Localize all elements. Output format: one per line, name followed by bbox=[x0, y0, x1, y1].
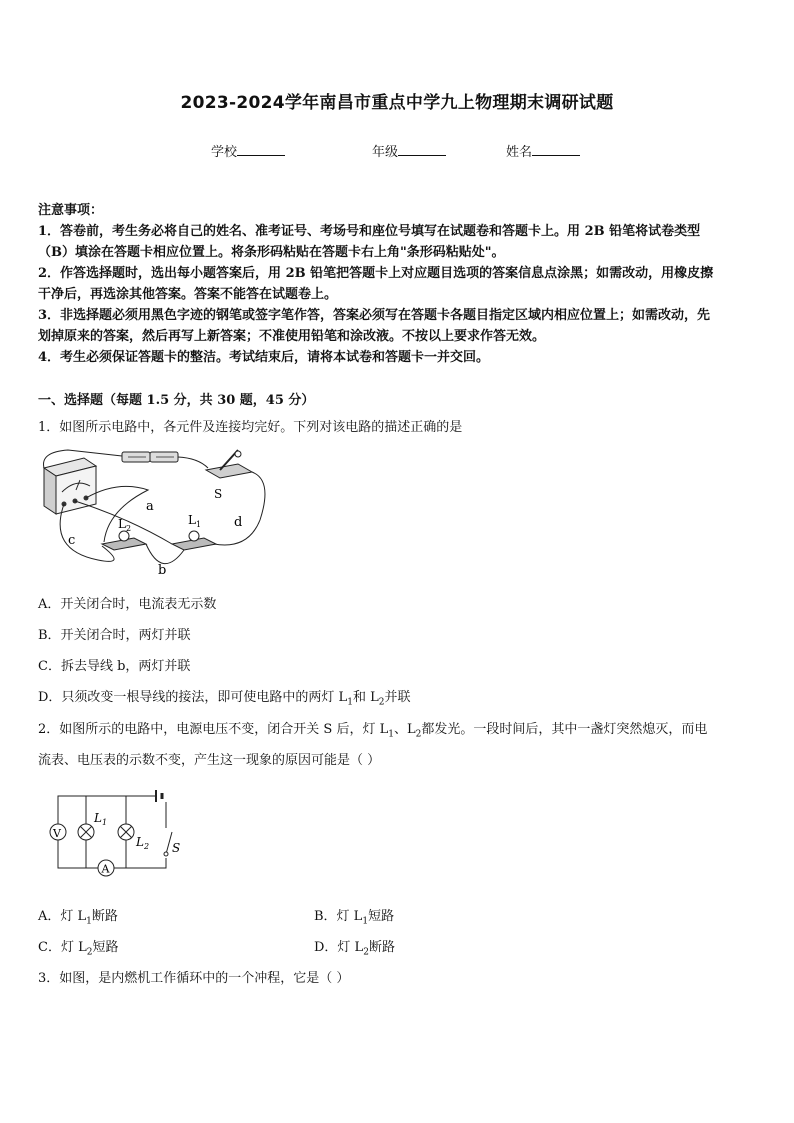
q2-stem-line1: 2．如图所示的电路中，电源电压不变，闭合开关 S 后，灯 $L_1$、$L_2$都发光。一段时间后，其中一盏灯突然熄灭，而电 bbox=[38, 722, 708, 740]
voltmeter-label: V bbox=[53, 827, 61, 840]
grade-label: 年级 bbox=[372, 145, 399, 160]
name-field bbox=[506, 141, 580, 160]
lamp-l2-device bbox=[102, 531, 146, 550]
page-title: 2023-2024学年南昌市重点中学九上物理期末调研试题 bbox=[180, 93, 614, 113]
switch-device bbox=[206, 450, 252, 478]
q2-option-b: B．灯 $L_1$短路 bbox=[314, 909, 395, 927]
grade-field bbox=[372, 141, 446, 160]
q1-option-b: B．开关闭合时，两灯并联 bbox=[38, 628, 191, 643]
lamp-l2-label: $L_2$ bbox=[136, 835, 150, 851]
name-blank bbox=[532, 143, 580, 156]
lamp-l2-label: $L_2$ bbox=[118, 517, 132, 533]
wire-d-label: d bbox=[234, 515, 243, 530]
notice-heading: 注意事项： bbox=[38, 203, 104, 218]
q2-option-d: D．灯 $L_2$断路 bbox=[314, 940, 395, 958]
q3-stem: 3．如图，是内燃机工作循环中的一个冲程，它是（ ） bbox=[38, 971, 350, 986]
notice-item-3b: 划掉原来的答案，然后再写上新答案；不准使用铅笔和涂改液。不按以上要求作答无效。 bbox=[38, 329, 546, 344]
lamp-l1-label: $L_1$ bbox=[94, 811, 108, 827]
q2-option-a: A．灯 $L_1$断路 bbox=[38, 909, 118, 927]
wire-a-label: a bbox=[146, 499, 154, 514]
wire-c-label: c bbox=[68, 533, 76, 548]
notice-item-1b: （B）填涂在答题卡相应位置上。将条形码粘贴在答题卡右上角"条形码粘贴处"。 bbox=[38, 245, 505, 260]
battery-device bbox=[122, 452, 178, 462]
wire-b-label: b bbox=[158, 563, 167, 578]
school-blank bbox=[237, 143, 285, 156]
lamp-l1-label: $L_1$ bbox=[188, 513, 202, 529]
notice-item-2a: 2．作答选择题时，选出每小题答案后，用 2B 铅笔把答题卡上对应题目选项的答案信息点涂黑；如需改动，用橡皮擦 bbox=[38, 266, 714, 281]
q1-stem: 1．如图所示电路中，各元件及连接均完好。下列对该电路的描述正确的是 bbox=[38, 420, 463, 435]
notice-item-1a: 1．答卷前，考生务必将自己的姓名、准考证号、考场号和座位号填写在试题卷和答题卡上。用 2B 铅笔将试卷类型 bbox=[38, 224, 701, 239]
q1-option-a: A．开关闭合时，电流表无示数 bbox=[38, 597, 217, 612]
notice-item-3a: 3．非选择题必须用黑色字迹的钢笔或签字笔作答，答案必须写在答题卡各题目指定区域内相应位置上；如需改动，先 bbox=[38, 308, 711, 323]
name-label: 姓名 bbox=[506, 145, 533, 160]
notice-block bbox=[38, 200, 758, 368]
lamp-l1-device bbox=[172, 531, 216, 550]
section-heading: 一、选择题（每题 1.5 分，共 30 题，45 分） bbox=[38, 393, 315, 408]
switch-label: S bbox=[172, 841, 181, 855]
notice-item-4: 4．考生必须保证答题卡的整洁。考试结束后，请将本试卷和答题卡一并交回。 bbox=[38, 350, 490, 365]
q1-option-c: C．拆去导线 b，两灯并联 bbox=[38, 659, 191, 674]
q2-circuit-figure bbox=[44, 788, 194, 883]
ammeter-label: A bbox=[101, 862, 110, 876]
q2-option-c: C．灯 $L_2$短路 bbox=[38, 940, 119, 958]
q2-stem-line2: 流表、电压表的示数不变，产生这一现象的原因可能是（ ） bbox=[38, 753, 381, 768]
q1-circuit-figure bbox=[38, 440, 278, 580]
q1-option-d: D．只须改变一根导线的接法，即可使电路中的两灯 $L_1$和 $L_2$并联 bbox=[38, 690, 411, 708]
notice-item-2b: 干净后，再选涂其他答案。答案不能答在试题卷上。 bbox=[38, 287, 338, 302]
switch-label: S bbox=[214, 487, 223, 501]
school-field bbox=[211, 141, 285, 160]
grade-blank bbox=[398, 143, 446, 156]
school-label: 学校 bbox=[211, 145, 238, 160]
